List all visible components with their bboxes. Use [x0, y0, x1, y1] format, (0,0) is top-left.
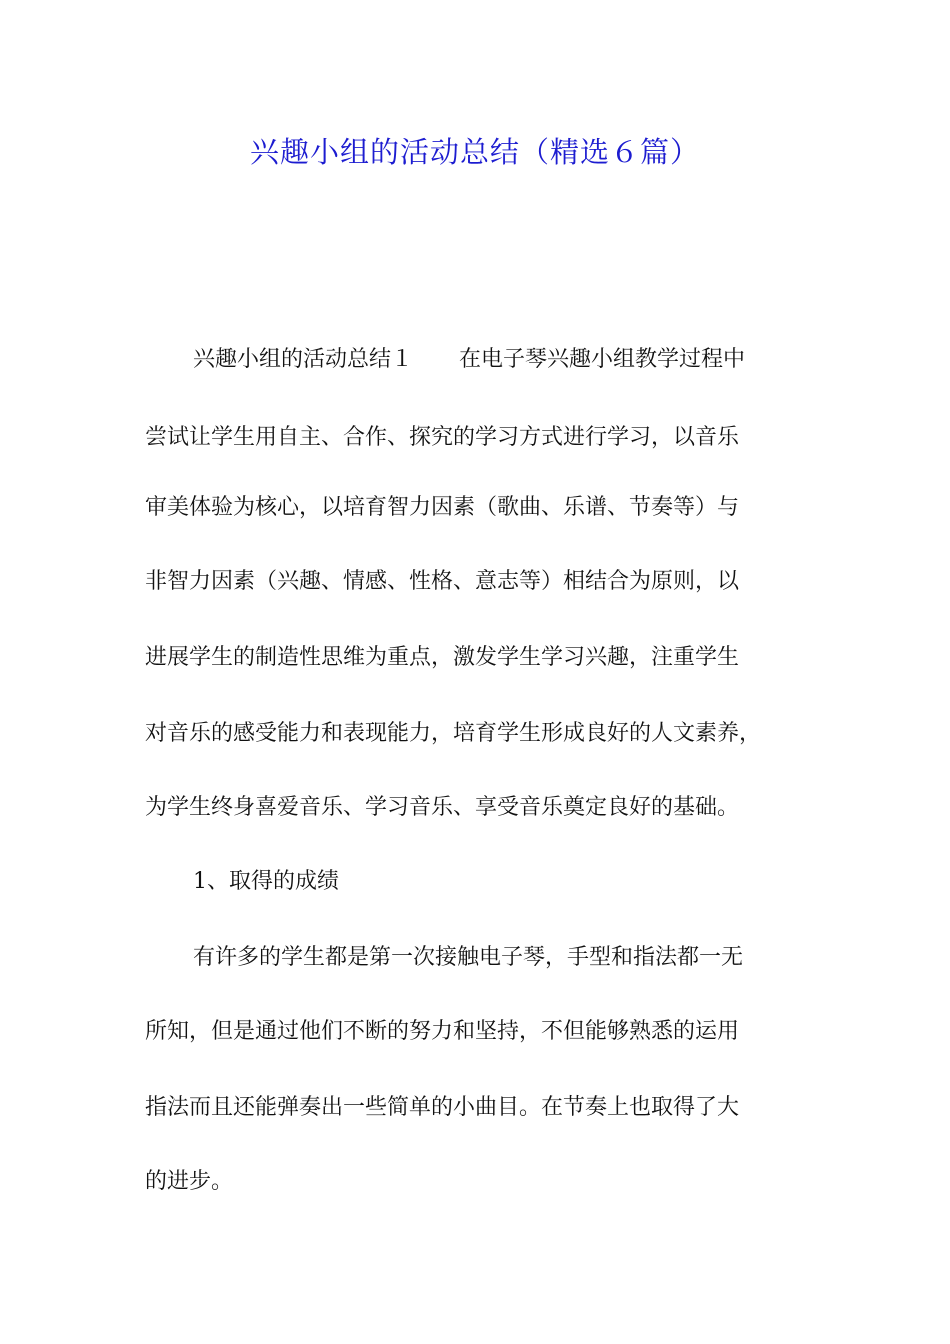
paragraph-line-6: 对音乐的感受能力和表现能力，培育学生形成良好的人文素养，: [145, 721, 762, 746]
paragraph-line-7: 为学生终身喜爱音乐、学习音乐、享受音乐奠定良好的基础。: [145, 795, 740, 820]
section-heading: 兴趣小组的活动总结１: [193, 347, 414, 372]
paragraph-line-3: 审美体验为核心，以培育智力因素（歌曲、乐谱、节奏等）与: [145, 495, 740, 520]
paragraph-line-4: 非智力因素（兴趣、情感、性格、意志等）相结合为原则，以: [145, 569, 740, 594]
paragraph-line-8: 有许多的学生都是第一次接触电子琴，手型和指法都一无: [193, 945, 744, 970]
paragraph-line-2: 尝试让学生用自主、合作、探究的学习方式进行学习，以音乐: [145, 425, 740, 450]
paragraph-line-1: [193, 344, 863, 376]
line-text: 在电子琴兴趣小组教学过程中: [459, 347, 746, 372]
document-title: 兴趣小组的活动总结（精选６篇）: [249, 135, 700, 169]
subheading-achievements: 1、取得的成绩: [193, 869, 339, 894]
paragraph-line-10: 指法而且还能弹奏出一些简单的小曲目。在节奏上也取得了大: [145, 1095, 740, 1120]
paragraph-line-11: 的进步。: [145, 1169, 234, 1194]
paragraph-line-9: 所知，但是通过他们不断的努力和坚持，不但能够熟悉的运用: [145, 1019, 740, 1044]
paragraph-line-5: 进展学生的制造性思维为重点，激发学生学习兴趣，注重学生: [145, 645, 740, 670]
